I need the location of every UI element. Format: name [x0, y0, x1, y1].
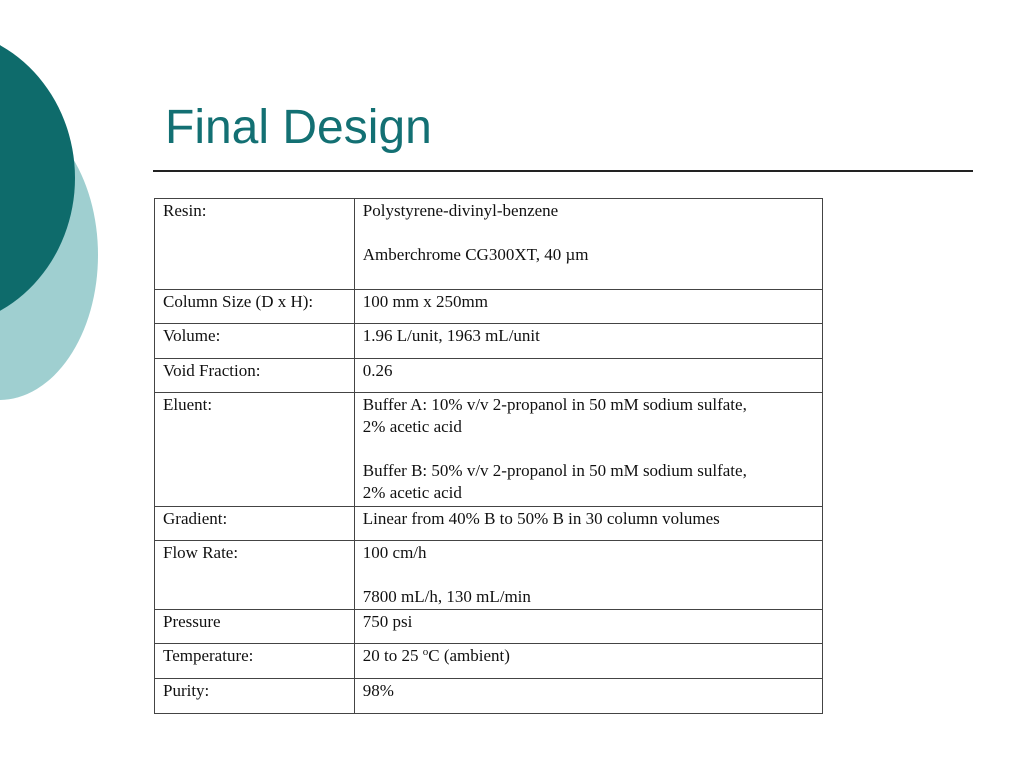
- table-row-resin: [155, 199, 823, 290]
- row-value: [354, 199, 822, 290]
- buffer-b-line2: 2% acetic acid: [362, 483, 462, 502]
- table-row-eluent: [155, 393, 823, 507]
- table-row-void-fraction: [155, 359, 823, 393]
- flow-rate-volumetric: 7800 mL/h, 130 mL/min: [362, 587, 531, 606]
- row-value: Linear from 40% B to 50% B in 30 column volumes: [354, 507, 822, 541]
- row-label: Gradient:: [155, 507, 355, 541]
- row-label: Purity:: [155, 679, 355, 714]
- row-label: Flow Rate:: [155, 541, 355, 610]
- table-row-flow-rate: [155, 541, 823, 610]
- table-row-purity: [155, 679, 823, 714]
- row-label: Void Fraction:: [155, 359, 355, 393]
- row-label: Volume:: [155, 324, 355, 359]
- row-value: [354, 541, 822, 610]
- table-row-gradient: [155, 507, 823, 541]
- temperature-unit: C (ambient): [428, 646, 510, 665]
- temperature-range: 20 to 25: [362, 646, 423, 665]
- row-label: Eluent:: [155, 393, 355, 507]
- row-label: Pressure: [155, 610, 355, 644]
- row-label: Resin:: [155, 199, 355, 290]
- resin-product: Amberchrome CG300XT, 40 µm: [362, 245, 589, 264]
- row-value: 0.26: [354, 359, 822, 393]
- table-row-volume: [155, 324, 823, 359]
- buffer-a-line2: 2% acetic acid: [362, 417, 462, 436]
- resin-material: Polystyrene-divinyl-benzene: [362, 201, 559, 220]
- slide-title: Final Design: [165, 101, 432, 154]
- title-divider: [153, 170, 973, 172]
- row-value: 98%: [354, 679, 822, 714]
- row-value: [354, 644, 822, 679]
- row-value: [354, 393, 822, 507]
- flow-rate-linear: 100 cm/h: [362, 543, 427, 562]
- row-label: Temperature:: [155, 644, 355, 679]
- degree-symbol: o: [422, 646, 429, 658]
- buffer-a-line1: Buffer A: 10% v/v 2-propanol in 50 mM sodium sulfate,: [362, 395, 747, 414]
- row-value: 100 mm x 250mm: [354, 290, 822, 324]
- table-row-temperature: [155, 644, 823, 679]
- row-label: Column Size (D x H):: [155, 290, 355, 324]
- table-row-pressure: [155, 610, 823, 644]
- row-value: 750 psi: [354, 610, 822, 644]
- design-spec-table: [154, 198, 823, 714]
- buffer-b-line1: Buffer B: 50% v/v 2-propanol in 50 mM sodium sulfate,: [362, 461, 747, 480]
- table-row-column-size: [155, 290, 823, 324]
- row-value: 1.96 L/unit, 1963 mL/unit: [354, 324, 822, 359]
